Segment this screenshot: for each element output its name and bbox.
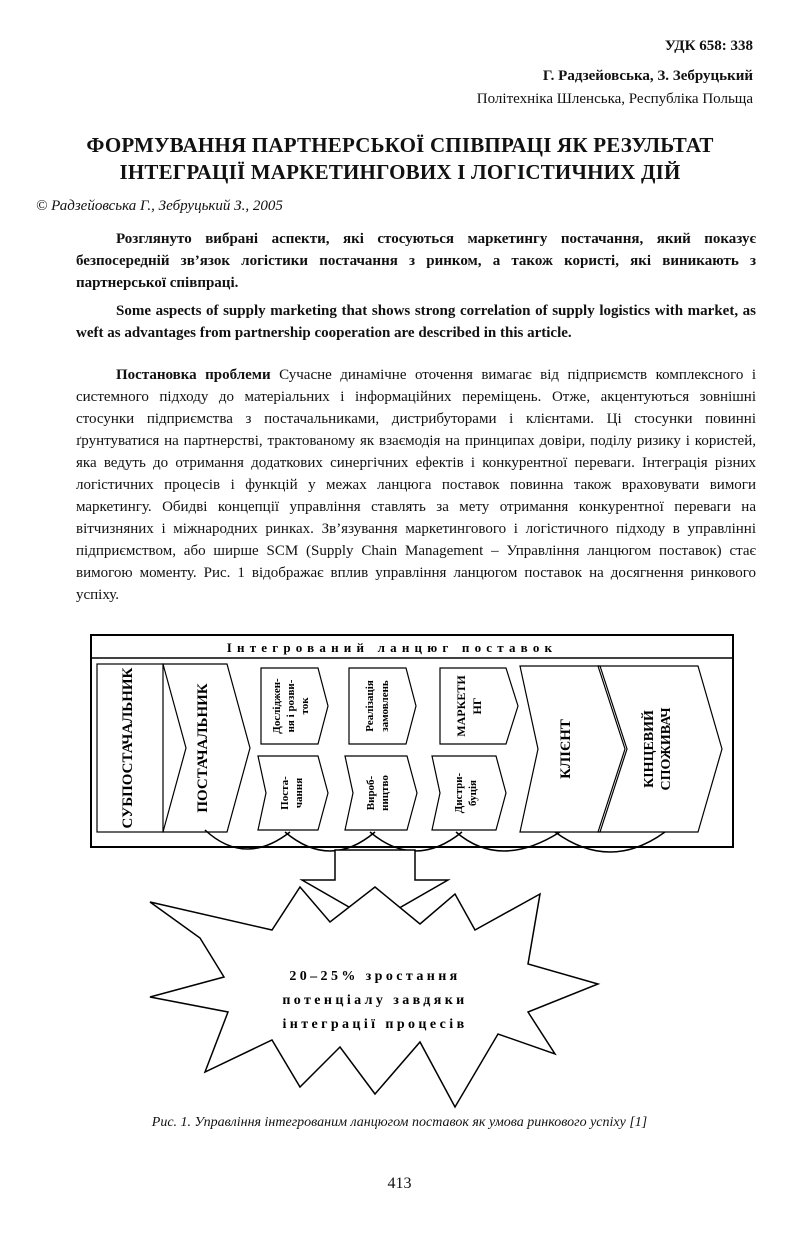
figure-caption: Рис. 1. Управління інтегрованим ланцюгом поставок як умова ринкового успіху [1] xyxy=(151,1115,648,1130)
burst-line-3: інтеграції процесів xyxy=(282,1017,468,1032)
arc-2 xyxy=(285,832,375,851)
supply-line-1: Поста- xyxy=(279,776,291,810)
consumer-line-1: КІНЦЕВИЙ xyxy=(642,710,657,788)
section-lead: Постановка проблеми xyxy=(116,367,271,383)
arc-3 xyxy=(370,832,462,851)
title-line-2: ІНТЕГРАЦІЇ МАРКЕТИНГОВИХ І ЛОГІСТИЧНИХ ДІЙ xyxy=(119,160,681,184)
burst-line-1: 20–25% зростання xyxy=(289,969,461,984)
body-paragraph xyxy=(76,364,756,606)
chain-header: Інтегрований ланцюг поставок xyxy=(226,640,558,655)
rnd-line-2: ня і розви- xyxy=(285,679,297,733)
production-line-1: Вироб- xyxy=(365,775,377,811)
supply-chain-figure xyxy=(0,632,799,1112)
marketing-line-2: НГ xyxy=(470,697,484,715)
distribution-line-1: Дистри- xyxy=(453,772,465,814)
abstract-ukrainian: Розглянуто вибрані аспекти, які стосуються маркетингу постачання, який показує безпосередній зв’язок логістики постачання з ринком, а також користі, які виникають з партнерської співпраці. xyxy=(76,231,756,291)
rnd-line-3: ток xyxy=(299,697,311,715)
supplier-label: ПОСТАЧАЛЬНИК xyxy=(195,683,211,813)
udk-code: УДК 658: 338 xyxy=(664,38,753,54)
order-line-2: замовлень xyxy=(379,680,391,732)
production-line-2: ництво xyxy=(379,775,391,811)
affiliation: Політехніка Шленська, Республіка Польща xyxy=(476,91,753,107)
client-label: КЛІЄНТ xyxy=(558,719,574,779)
burst-line-2: потенціалу завдяки xyxy=(282,993,468,1008)
page-number: 413 xyxy=(387,1175,412,1192)
body-text: Сучасне динамічне оточення вимагає від підприємств комплексного і системного підходу до матеріальних і інформаційних переміщень. Отже, акцентуються зовнішні стосунки підприємства з постачальниками, дистрибуторами і клієнтами. Ці стосунки повинні ґрунтуватися на партнерстві, трактованому як взаємодія на принципах довіри, поділу ризику і користей, яка ведуть до отримання додаткових синергічних ефектів і конкурентної переваги. Інтеграція різних логістичних процесів і функцій у межах ланцюга поставок повинна також враховувати вимоги маркетингу. Обидві концепції управління ставлять за мету отримання конкурентної переваги на вітчизняних і міжнародних ринках. Зв’язування маркетингового і логістичного підходу в управлінні підприємством, або ширше SCM (Supply Chain Management – Управління ланцюгом поставок) стає вимогою моменту. Рис. 1 відображає вплив управління ланцюгом поставок на досягнення ринкового успіху. xyxy=(76,367,756,603)
rnd-line-1: Досліджен- xyxy=(271,678,283,734)
authors: Г. Радзейовська, З. Зебруцький xyxy=(542,68,753,84)
article-title xyxy=(60,132,740,186)
supply-line-2: чання xyxy=(293,777,305,809)
arc-5 xyxy=(555,832,665,852)
copyright: © Радзейовська Г., Зебруцький З., 2005 xyxy=(36,198,283,214)
abstract-english: Some aspects of supply marketing that shows strong correlation of supply logistics with market, as weft as advantages from partnership cooperation are described in this article. xyxy=(76,303,756,341)
subsupplier-label: СУБПОСТАЧАЛЬНИК xyxy=(120,667,136,829)
consumer-line-2: СПОЖИВАЧ xyxy=(659,707,674,791)
order-line-1: Реалізація xyxy=(364,680,376,732)
distribution-line-2: буція xyxy=(467,780,479,806)
marketing-line-1: МАРКЕТИ xyxy=(454,675,468,737)
figure-frame xyxy=(91,635,733,847)
title-line-1: ФОРМУВАННЯ ПАРТНЕРСЬКОЇ СПІВПРАЦІ ЯК РЕЗУЛЬТАТ xyxy=(86,133,714,157)
arc-4 xyxy=(456,832,560,851)
